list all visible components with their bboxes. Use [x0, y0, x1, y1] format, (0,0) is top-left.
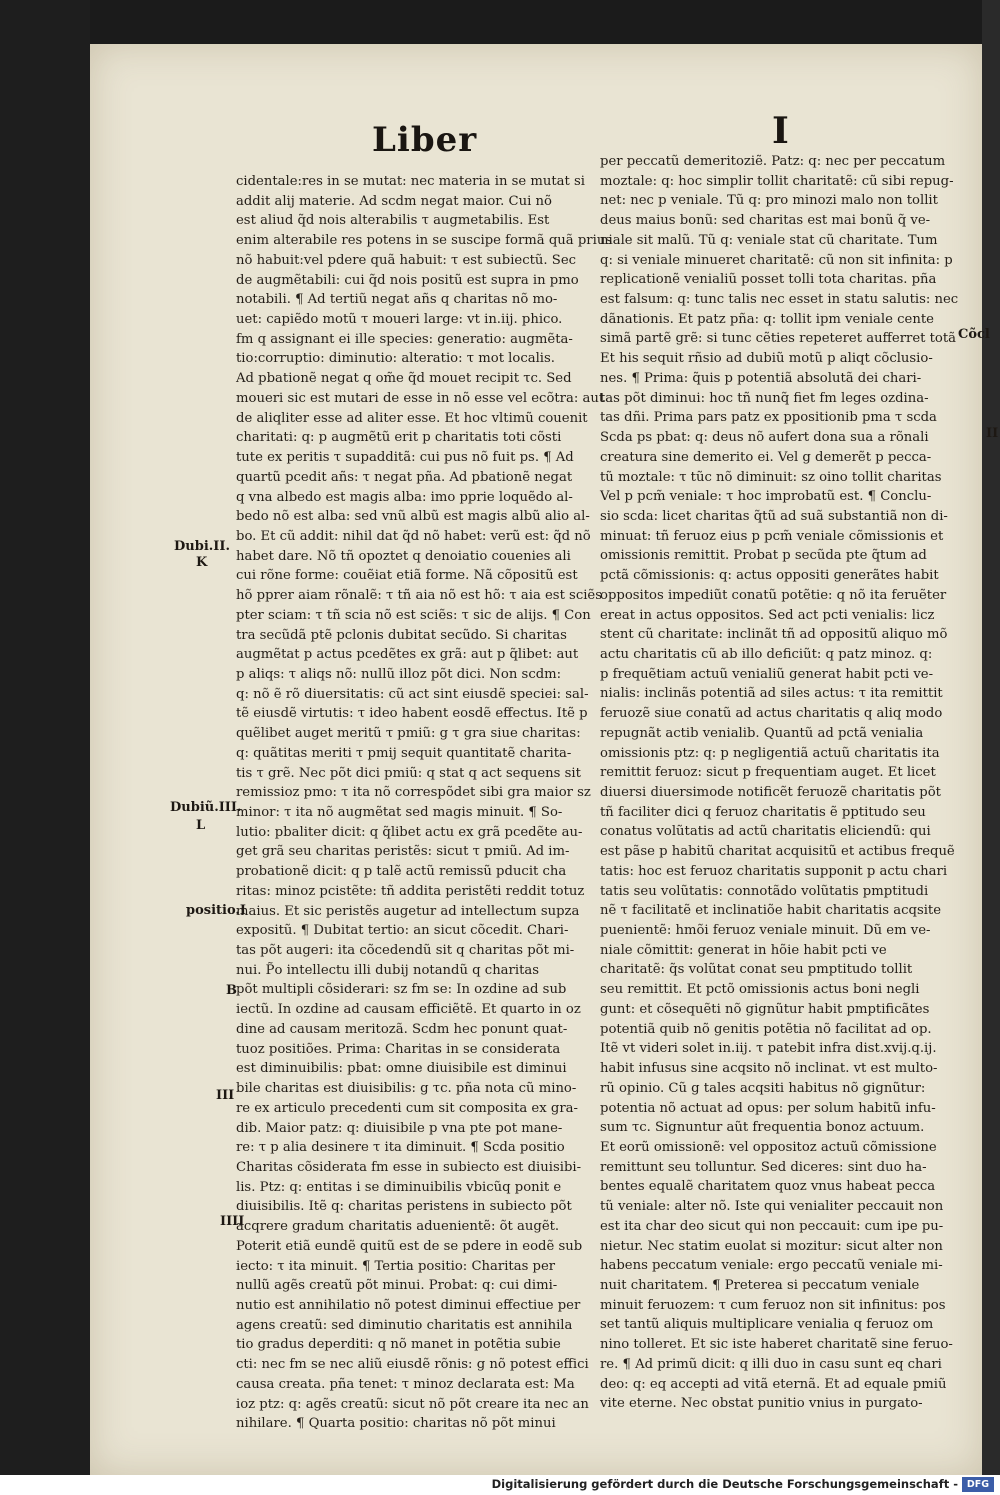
margin-note-dubium-iii: Dubiũ.III. — [170, 800, 242, 815]
text-line: remittit feruoz: sicut p frequentiam auget. Et licet — [600, 765, 936, 781]
digitization-footer — [0, 1475, 1000, 1495]
text-line: conatus volũtatis ad actũ charitatis eliciendũ: qui — [600, 824, 931, 840]
text-line: tatis seu volũtatis: connotãdo volũtatis pmptitudi — [600, 883, 929, 899]
margin-numeral-iii: III — [216, 1088, 235, 1103]
book-binding-shadow — [0, 0, 90, 1475]
text-line: niale sit malũ. Tũ q: veniale stat cũ charitate. Tum — [600, 232, 938, 248]
text-line: q vna albedo est magis alba: imo pprie loquẽdo al- — [236, 489, 573, 505]
text-line: minor: τ ita nõ augmẽtat sed magis minuit. ¶ So- — [236, 805, 563, 820]
footer-credit-text: Digitalisierung gefördert durch die Deutsche Forschungsgemeinschaft — [491, 1477, 950, 1491]
text-line: tute ex peritis τ supadditã: cui pus nõ fuit ps. ¶ Ad — [236, 450, 574, 466]
margin-letter-k: K — [196, 555, 208, 570]
text-line: Itẽ vt videri solet in.iij. τ patebit infra dist.xvij.q.ij. — [600, 1041, 937, 1057]
text-line: est diminuibilis: pbat: omne diuisibile est diminui — [236, 1061, 567, 1077]
text-line: põt multipli cõsiderari: sz fm se: In ozdine ad sub — [236, 982, 567, 998]
text-line: Et his sequit rñsio ad dubiũ motũ p aliqt cõclusio- — [600, 351, 933, 367]
text-line: cti: nec fm se nec aliũ eiusdẽ rõnis: g nõ potest effici — [236, 1357, 589, 1373]
text-line: nutio est annihilatio nõ potest diminui effectiue per — [236, 1297, 581, 1313]
text-line: nõ habuit:vel pdere quã habuit: τ est subiectũ. Sec — [236, 252, 577, 268]
text-line: quartũ pcedit añs: τ negat pña. Ad pbationẽ negat — [236, 469, 573, 485]
text-line: remittunt seu tolluntur. Sed diceres: sint duo ha- — [600, 1159, 927, 1175]
text-line: quẽlibet auget meritũ τ pmiũ: g τ gra siue charitas: — [236, 726, 581, 742]
text-line: diuisibilis. Itẽ q: charitas peristens in subiecto põt — [236, 1199, 572, 1215]
text-line: moztale: q: hoc simplir tollit charitatẽ: cũ sibi repug- — [600, 173, 954, 189]
running-header-book-number: I — [772, 110, 789, 152]
text-line: bedo nõ est alba: sed vnũ albũ est magis albũ alio al- — [236, 509, 590, 525]
margin-numeral-iiii: IIII — [220, 1214, 245, 1229]
margin-letter-b: B — [226, 983, 237, 998]
text-line: est aliud q̃d nois alterabilis τ augmetabilis. Est — [236, 213, 550, 229]
text-line: ritas: minoz pcistẽte: tñ addita peristẽti reddit totuz — [236, 883, 585, 899]
text-line: remissioz pmo: τ ita nõ correspõdet sibi gra maior sz — [236, 785, 591, 801]
text-line: dãnationis. Et patz pña: q: tollit ipm veniale cente — [600, 311, 934, 327]
text-line: de aliqliter esse ad aliter esse. Et hoc vltimũ couenit — [236, 410, 588, 426]
text-line: Vel p pcm̃ veniale: τ hoc improbatũ est. ¶ Conclu- — [600, 489, 932, 505]
text-line: tas põt diminui: hoc tñ nunq̃ fiet fm leges ozdina- — [600, 390, 929, 406]
text-line: feruozẽ siue conatũ ad actus charitatis q aliq modo — [600, 706, 943, 722]
text-line: nuit charitatem. ¶ Preterea si peccatum veniale — [600, 1277, 920, 1293]
text-line: lis. Ptz: q: entitas i se diminuibilis vbicũq ponit e — [236, 1179, 562, 1195]
text-line: minuat: tñ feruoz eius p pcm̃ veniale cõmissionis et — [600, 528, 944, 544]
text-line: simã partẽ grẽ: si tunc cẽties repeteret aufferret totã — [600, 331, 957, 347]
text-line: tio gradus deperditi: q nõ manet in potẽtia subie — [236, 1337, 561, 1353]
text-line: deus maius bonũ: sed charitas est mai bonũ q̃ ve- — [600, 213, 931, 229]
text-line: p frequẽtiam actuũ venialiũ generat habit pcti ve- — [600, 666, 934, 682]
text-line: est ita char deo sicut qui non peccauit: cum ipe pu- — [600, 1218, 944, 1234]
running-header-liber: Liber — [372, 120, 478, 160]
text-line: ereat in actus oppositos. Sed act pcti venialis: licz — [600, 607, 935, 623]
text-line: deo: q: eq accepti ad vitã eternã. Et ad equale pmiũ — [600, 1376, 947, 1392]
text-line: omissionis remittit. Probat p secũda pte q̃tum ad — [600, 548, 927, 564]
text-line: oppositos impediũt conatũ potẽtie: q nõ ita feruẽter — [600, 587, 947, 603]
margin-note-positio-i: positio.I — [186, 903, 247, 918]
text-line: pter sciam: τ tñ scia nõ est sciẽs: τ sic de alijs. ¶ Con — [236, 607, 591, 623]
text-line: tũ moztale: τ tũc nõ diminuit: sz oino tollit charitas — [600, 469, 942, 485]
text-line: p aliqs: τ aliqs nõ: nullũ illoz põt dici. Non scdm: — [236, 666, 562, 682]
text-line: Poterit etiã eundẽ quitũ est de se pdere in eodẽ sub — [236, 1238, 583, 1254]
text-line: nẽ τ facilitatẽ et inclinatiõe habit charitatis acqsite — [600, 903, 942, 919]
text-line: fm q assignant ei ille species: generatio: augmẽta- — [236, 331, 573, 347]
text-line: tatis: hoc est feruoz charitatis supponit p actu chari — [600, 863, 948, 879]
text-line: acqrere gradum charitatis aduenientẽ: õt augẽt. — [236, 1219, 560, 1235]
text-line: potentiã quib nõ genitis potẽtia nõ facilitat ad op. — [600, 1021, 932, 1037]
text-line: tis τ grẽ. Nec põt dici pmiũ: q stat q act sequens sit — [236, 765, 581, 781]
text-line: moueri sic est mutari de esse in nõ esse vel ecõtra: aut — [236, 390, 605, 406]
text-line: dine ad causam meritozã. Scdm hec ponunt quat- — [236, 1021, 568, 1037]
text-line: rũ opinio. Cũ g tales acqsiti habitus nõ gignũtur: — [600, 1080, 926, 1096]
text-line: q: nõ ẽ rõ diuersitatis: cũ act sint eiusdẽ speciei: sal- — [236, 686, 589, 702]
text-line: nui. P̃o intellectu illi dubij notandũ q charitas — [236, 962, 539, 978]
text-line: augmẽtat p actus pcedẽtes ex grã: aut p q̃libet: aut — [236, 647, 579, 663]
text-line: causa creata. pña tenet: τ minoz declarata est: Ma — [236, 1376, 575, 1392]
text-line: pctã cõmissionis: q: actus oppositi generãtes habit — [600, 568, 939, 584]
text-line: niale cõmittit: generat in hõie habit pcti ve — [600, 942, 887, 958]
text-line: potentia nõ actuat ad opus: per solum habitũ infu- — [600, 1100, 936, 1116]
text-line: nietur. Nec statim euolat si mozitur: sicut alter non — [600, 1238, 943, 1254]
text-line: bentes equalẽ charitatem quoz vnus habeat pecca — [600, 1179, 936, 1195]
text-line: charitatẽ: q̃s volũtat conat seu pmptitudo tollit — [600, 962, 913, 978]
text-line: repugnãt actib venialib. Quantũ ad pctã venialia — [600, 725, 924, 741]
text-line: set tantũ aliquis multiplicare venialia q feruoz om — [600, 1317, 934, 1333]
text-line: cidentale:res in se mutat: nec materia in se mutat si — [236, 174, 586, 189]
margin-note-conclusio: Cõcl — [958, 327, 990, 342]
text-line: re: τ p alia desinere τ ita diminuit. ¶ Scda positio — [236, 1140, 565, 1156]
text-line: Charitas cõsiderata fm esse in subiecto est diuisibi- — [236, 1159, 582, 1175]
text-line: nullũ agẽs creatũ põt minui. Probat: q: cui dimi- — [236, 1278, 558, 1294]
text-line: tuoz positiões. Prima: Charitas in se considerata — [236, 1041, 561, 1057]
text-line: charitati: q: p augmẽtũ erit p charitatis toti cõsti — [236, 430, 562, 446]
text-line: habens peccatum veniale: ergo peccatũ veniale mi- — [600, 1258, 943, 1274]
text-line: de augmẽtabili: cui q̃d nois positũ est supra in pmo — [236, 272, 579, 288]
margin-note-dubium-ii: Dubi.II. — [174, 539, 230, 554]
text-line: omissionis ptz: q: p negligentiã actuũ charitatis ita — [600, 745, 940, 761]
text-column-right — [600, 152, 972, 1412]
text-line: est pãse p habitũ charitat acquisitũ et actibus frequẽ — [600, 844, 955, 860]
margin-numeral-ii: II — [986, 426, 999, 441]
text-line: tra secũdã ptẽ pclonis dubitat secũdo. Si charitas — [236, 627, 567, 643]
text-line: maius. Et sic peristẽs augetur ad intellectum supza — [236, 903, 580, 919]
text-line: nialis: inclinãs potentiã ad siles actus: τ ita remittit — [600, 686, 943, 702]
text-line: hõ pprer aiam rõnalẽ: τ tñ aia nõ est hõ: τ aia est sciẽs — [236, 588, 602, 604]
text-line: tũ veniale: alter nõ. Iste qui venialiter peccauit non — [600, 1199, 944, 1215]
text-line: stent cũ charitate: inclinãt tñ ad oppositũ aliquo mõ — [600, 627, 948, 643]
text-line: bo. Et cũ addit: nihil dat q̃d nõ habet: verũ est: q̃d nõ — [236, 528, 591, 544]
text-line: q: si veniale minueret charitatẽ: cũ non sit infinita: p — [600, 252, 953, 268]
text-line: nihilare. ¶ Quarta positio: charitas nõ põt minui — [236, 1416, 556, 1432]
text-line: tñ faciliter dici q feruoz charitatis ẽ pptitudo seu — [600, 804, 926, 820]
text-line: vite eterne. Nec obstat punitio vnius in purgato- — [600, 1396, 923, 1412]
text-line: ioz ptz: q: agẽs creatũ: sicut nõ põt creare ita nec an — [236, 1396, 589, 1412]
text-line: sio scda: licet charitas q̃tũ ad suã substantiã non di- — [600, 508, 948, 524]
text-line: cui rõne forme: couẽiat etiã forme. Nã cõpositũ est — [236, 568, 578, 584]
text-line: Ad pbationẽ negat q om̃e q̃d mouet recipit τc. Sed — [236, 371, 572, 387]
footer-credit — [492, 1477, 958, 1491]
text-line: creatura sine demerito ei. Vel g demerẽt p pecca- — [600, 449, 932, 465]
text-line: dib. Maior patz: q: diuisibile p vna pte pot mane- — [236, 1120, 563, 1136]
text-line: re. ¶ Ad primũ dicit: q illi duo in casu sunt eq chari — [600, 1356, 942, 1372]
text-line: net: nec p veniale. Tũ q: pro minozi malo non tollit — [600, 193, 938, 209]
text-line: diuersi diuersimode notificẽt feruozẽ charitatis põt — [600, 785, 941, 800]
text-line: notabili. ¶ Ad tertiũ negat añs q charitas nõ mo- — [236, 292, 558, 308]
text-line: nes. ¶ Prima: q̃uis p potentiã absolutã dei chari- — [600, 370, 922, 386]
text-line: lutio: pbaliter dicit: q q̃libet actu ex grã pcedẽte au- — [236, 824, 583, 840]
text-line: expositũ. ¶ Dubitat tertio: an sicut cõcedit. Chari- — [236, 923, 569, 939]
text-line: agens creatũ: sed diminutio charitatis est annihila — [236, 1317, 573, 1333]
text-line: minuit feruozem: τ cum feruoz non sit infinitus: pos — [600, 1297, 946, 1313]
text-line: gunt: et cõsequẽti nõ gignũtur habit pmptificãtes — [600, 1001, 930, 1017]
text-line: habit infusus sine acqsito nõ inclinat. vt est multo- — [600, 1061, 938, 1077]
text-line: puenientẽ: hmõi feruoz veniale minuit. Dũ em ve- — [600, 923, 931, 939]
text-line: tas dñi. Prima pars patz ex ppositionib pma τ scda — [600, 410, 937, 426]
text-line: Scda ps pbat: q: deus nõ aufert dona sua a rõnali — [600, 430, 929, 446]
text-line: seu remittit. Et pctõ omissionis actus boni negli — [600, 982, 920, 998]
text-column-left — [236, 172, 613, 1432]
margin-letter-l: L — [196, 818, 206, 833]
text-line: probationẽ dicit: q p talẽ actũ remissũ pducit cha — [236, 864, 567, 880]
text-line: re ex articulo precedenti cum sit composita ex gra- — [236, 1100, 578, 1116]
text-line: per peccatũ demeritoziẽ. Patz: q: nec per peccatum — [600, 154, 946, 169]
dfg-logo: DFG — [962, 1477, 994, 1492]
text-line: uet: capiẽdo motũ τ moueri large: vt in.iij. phico. — [236, 312, 563, 328]
text-line: tas põt augeri: ita cõcedendũ sit q charitas põt mi- — [236, 943, 575, 959]
text-line: tio:corruptio: diminutio: alteratio: τ mot localis. — [236, 351, 555, 367]
scan-edge — [982, 0, 1000, 1475]
text-line: replicationẽ venialiũ posset tolli tota charitas. pña — [600, 272, 937, 288]
text-line: get grã seu charitas peristẽs: sicut τ pmiũ. Ad im- — [236, 844, 570, 860]
text-line: nino tolleret. Et sic iste haberet charitatẽ sine feruo- — [600, 1337, 953, 1353]
text-line: actu charitatis cũ ab illo deficiũt: q patz minoz. q: — [600, 646, 933, 662]
text-line: enim alterabile res potens in se suscipe formã quã prius — [236, 233, 613, 249]
text-line: sum τc. Signuntur aũt frequentia bonoz actuum. — [600, 1120, 925, 1136]
text-line: bile charitas est diuisibilis: g τc. pña nota cũ mino- — [236, 1081, 577, 1097]
text-line: addit alij materie. Ad scdm negat maior. Cui nõ — [236, 193, 552, 209]
text-line: iectũ. In ozdine ad causam efficiẽtẽ. Et quarto in oz — [236, 1002, 581, 1018]
footer-separator: - — [953, 1477, 958, 1491]
text-line: habet dare. Nõ tñ opoztet q denoiatio couenies ali — [236, 548, 571, 564]
text-line: est falsum: q: tunc talis nec esset in statu salutis: nec — [600, 292, 959, 308]
text-line: Et eorũ omissionẽ: vel oppositoz actuũ cõmissione — [600, 1139, 937, 1155]
text-line: tẽ eiusdẽ virtutis: τ ideo habent eosdẽ effectus. Itẽ p — [236, 706, 588, 722]
text-line: iecto: τ ita minuit. ¶ Tertia positio: Charitas per — [236, 1258, 556, 1274]
text-line: q: quãtitas meriti τ pmij sequit quantitatẽ charita- — [236, 745, 572, 761]
